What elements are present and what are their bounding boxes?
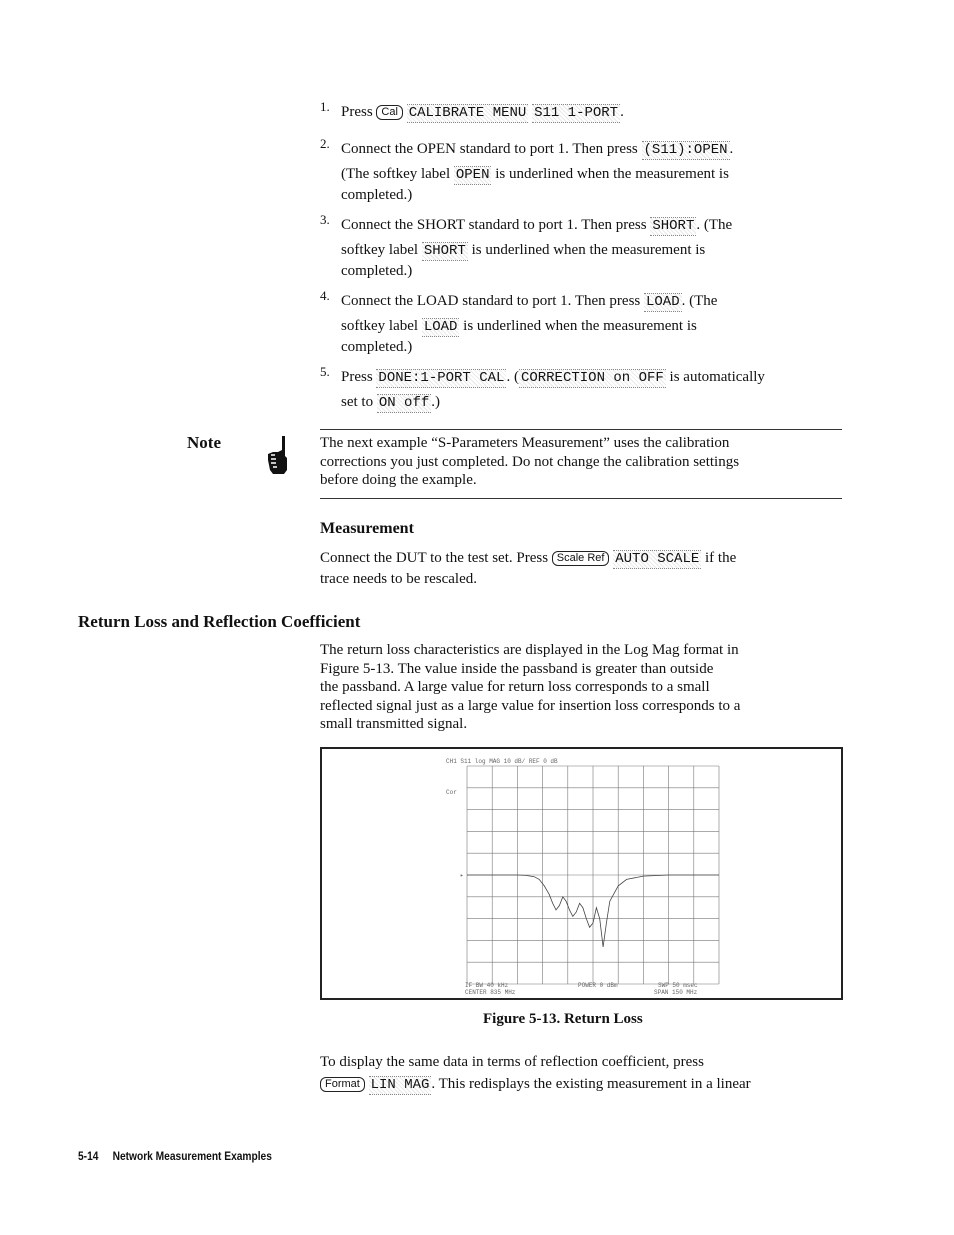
cal-hardkey[interactable]: Cal: [376, 105, 403, 120]
step-text: set to: [341, 394, 374, 410]
step-text: .): [431, 394, 441, 410]
step-number: 3.: [320, 212, 330, 227]
step-number: 4.: [320, 288, 330, 303]
note-line: corrections you just completed. Do not change the calibration settings: [320, 453, 740, 470]
step-text: Connect the OPEN standard to port 1. Then press: [341, 141, 638, 157]
step-text: .: [729, 141, 734, 157]
pointing-hand-icon: [265, 434, 291, 476]
format-hardkey[interactable]: Format: [320, 1077, 365, 1092]
chart-footer-span: SPAN 150 MHz: [654, 989, 698, 996]
chart-footer-sweep: SWP 50 msec: [658, 982, 698, 989]
note-bottom-rule: [320, 498, 842, 499]
chart-footer-center: CENTER 835 MHz: [465, 989, 516, 996]
step-text: . (The: [696, 217, 733, 233]
step-number: 1.: [320, 99, 330, 114]
chart-footer-if-bw: IF BW 40 kHz: [465, 982, 509, 989]
chart-footer-power: POWER 0 dBm: [578, 982, 618, 989]
section-line: small transmitted signal.: [320, 716, 468, 733]
step-text: Press: [341, 104, 373, 120]
measurement-line: trace needs to be rescaled.: [320, 571, 477, 587]
step-text: Connect the SHORT standard to port 1. Then press: [341, 217, 647, 233]
note-label: Note: [187, 433, 221, 452]
note-top-rule: [320, 429, 842, 430]
step-text: is underlined when the measurement is: [471, 242, 706, 258]
step-text: . (The: [681, 293, 718, 309]
step-1: [320, 99, 845, 123]
closing-line: To display the same data in terms of reflection coefficient, press: [320, 1054, 704, 1070]
s11-open-softkey[interactable]: (S11):OPEN: [643, 142, 728, 158]
figure-caption: Figure 5-13. Return Loss: [483, 1011, 643, 1027]
step-text: completed.): [341, 339, 413, 355]
section-line: The return loss characteristics are displayed in the Log Mag format in: [320, 642, 739, 658]
footer-title: Network Measurement Examples: [112, 1149, 272, 1163]
correction-on-off-softkey[interactable]: CORRECTION on OFF: [520, 370, 664, 386]
step-text: softkey label: [341, 318, 419, 334]
load-softkey[interactable]: LOAD: [646, 294, 680, 310]
figure-return-loss: [320, 747, 843, 1000]
scale-ref-hardkey[interactable]: Scale Ref: [552, 551, 610, 566]
note-line: The next example “S-Parameters Measurement” uses the calibration: [320, 435, 730, 451]
open-softkey[interactable]: OPEN: [455, 167, 490, 183]
step-text: (The softkey label: [341, 166, 451, 182]
measurement-line: if the: [705, 550, 737, 566]
auto-scale-softkey[interactable]: AUTO SCALE: [615, 551, 700, 567]
measurement-text: [320, 548, 845, 589]
closing-text: [320, 1051, 845, 1095]
s11-1-port-softkey[interactable]: S11 1-PORT: [534, 105, 619, 121]
step-text: completed.): [341, 263, 413, 279]
short-softkey[interactable]: SHORT: [652, 218, 695, 234]
done-1-port-cal-softkey[interactable]: DONE:1-PORT CAL: [378, 370, 505, 386]
closing-line: . This redisplays the existing measurement in a linear: [431, 1076, 751, 1092]
on-off-softkey[interactable]: ON off: [378, 395, 430, 411]
section-line: Figure 5-13. The value inside the passband is greater than outside: [320, 660, 714, 677]
measurement-line: Connect the DUT to the test set. Press: [320, 550, 549, 566]
section-line: reflected signal just as a large value for insertion loss corresponds to a: [320, 697, 741, 714]
step-text: softkey label: [341, 242, 419, 258]
page-footer: [78, 1149, 272, 1163]
section-text: [320, 641, 845, 734]
step-text: is underlined when the measurement is: [495, 166, 729, 182]
section-line: the passband. A large value for return loss corresponds to a small: [320, 679, 710, 696]
note-text: [320, 434, 845, 490]
step-3: [320, 212, 845, 281]
measurement-heading: Measurement: [320, 520, 414, 537]
step-text: Press: [341, 369, 373, 385]
step-text: .: [620, 104, 624, 120]
step-2: [320, 136, 845, 205]
chart-ref-marker: ▸: [460, 872, 464, 879]
chart-side-label: Cor: [446, 789, 457, 796]
step-number: 5.: [320, 364, 330, 379]
step-number: 2.: [320, 136, 330, 151]
load-softkey-label[interactable]: LOAD: [423, 319, 458, 335]
lin-mag-softkey[interactable]: LIN MAG: [370, 1077, 430, 1093]
short-softkey-label[interactable]: SHORT: [423, 243, 466, 259]
page-number: 5-14: [78, 1149, 99, 1163]
step-5: [320, 364, 845, 413]
chart-header: CH1 S11 log MAG 10 dB/ REF 0 dB: [446, 758, 558, 765]
step-text: . (: [506, 369, 519, 385]
return-loss-chart: [322, 749, 841, 998]
step-text: is automatically: [669, 369, 765, 385]
step-4: [320, 288, 845, 357]
step-text: Connect the LOAD standard to port 1. Then press: [341, 293, 641, 309]
calibrate-menu-softkey[interactable]: CALIBRATE MENU: [408, 105, 527, 121]
note-line: before doing the example.: [320, 472, 477, 489]
section-heading: Return Loss and Reflection Coefficient: [78, 612, 361, 631]
step-text: is underlined when the measurement is: [463, 318, 697, 334]
step-text: completed.): [341, 187, 413, 203]
